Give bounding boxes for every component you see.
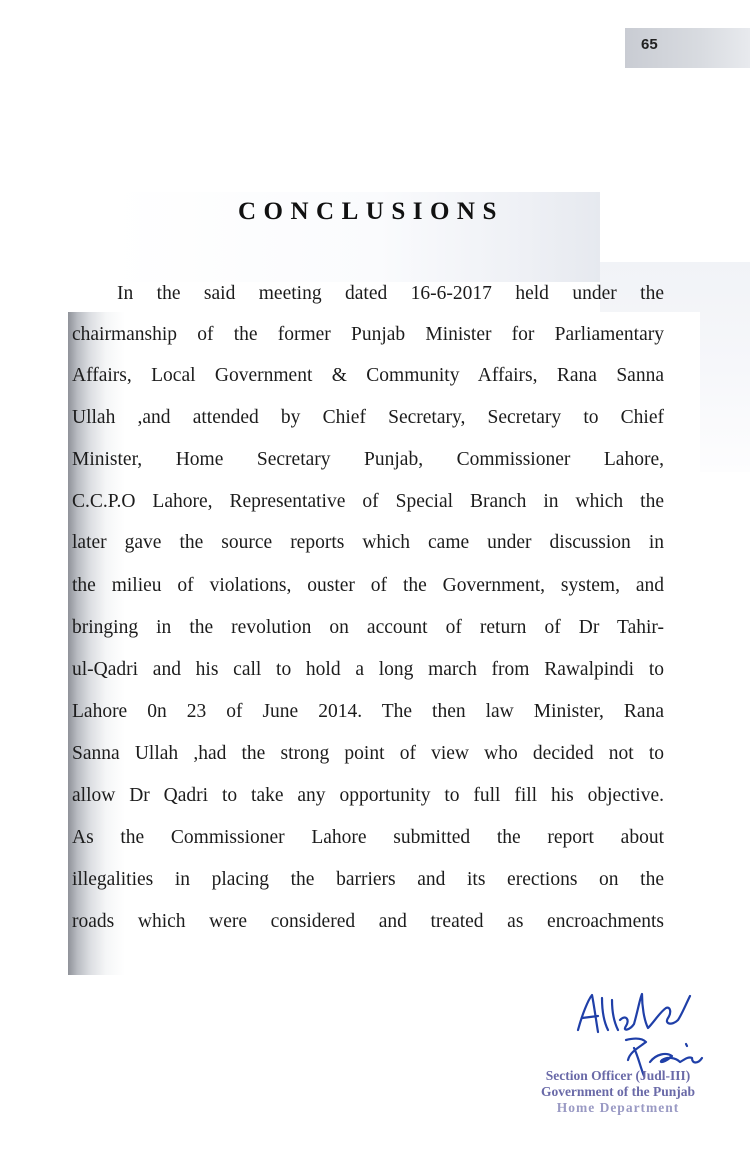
text-line: illegalities in placing the barriers and its erections on the [72, 869, 664, 890]
text-line: the milieu of violations, ouster of the Government, system, and [72, 575, 664, 596]
text-line: C.C.P.O Lahore, Representative of Special Branch in which the [72, 491, 664, 512]
signature-stroke [578, 995, 598, 1032]
text-line: Minister, Home Secretary Punjab, Commissioner Lahore, [72, 449, 664, 470]
signature-stroke [620, 994, 690, 1030]
text-line: allow Dr Qadri to take any opportunity to full fill his objective. [72, 785, 664, 806]
stamp-department: Home Department [556, 1100, 680, 1115]
text-line: roads which were considered and treated as encroachments [72, 911, 664, 932]
signature [568, 990, 728, 1080]
page-number-box [625, 28, 750, 68]
stamp-title: Section Officer (Judl-III) [545, 1068, 691, 1083]
section-heading: CONCLUSIONS [238, 198, 504, 225]
text-line: bringing in the revolution on account of return of Dr Tahir- [72, 617, 664, 638]
text-line: In the said meeting dated 16-6-2017 held under the [117, 283, 664, 304]
text-line: later gave the source reports which came under discussion in [72, 532, 664, 553]
text-line: ul-Qadri and his call to hold a long march from Rawalpindi to [72, 659, 664, 680]
text-line: Affairs, Local Government & Community Affairs, Rana Sanna [72, 365, 664, 386]
text-line: Sanna Ullah ,had the strong point of view who decided not to [72, 743, 664, 764]
signature-stroke [650, 1054, 702, 1063]
official-stamp [518, 1068, 718, 1116]
signature-stroke [686, 1044, 687, 1046]
stamp-government: Government of the Punjab [540, 1084, 696, 1099]
signature-stroke [602, 998, 618, 1030]
page-number: 65 [641, 36, 658, 53]
text-line: As the Commissioner Lahore submitted the report about [72, 827, 664, 848]
text-line: Lahore 0n 23 of June 2014. The then law Minister, Rana [72, 701, 664, 722]
text-line: chairmanship of the former Punjab Minister for Parliamentary [72, 324, 664, 345]
text-line: Ullah ,and attended by Chief Secretary, Secretary to Chief [72, 407, 664, 428]
